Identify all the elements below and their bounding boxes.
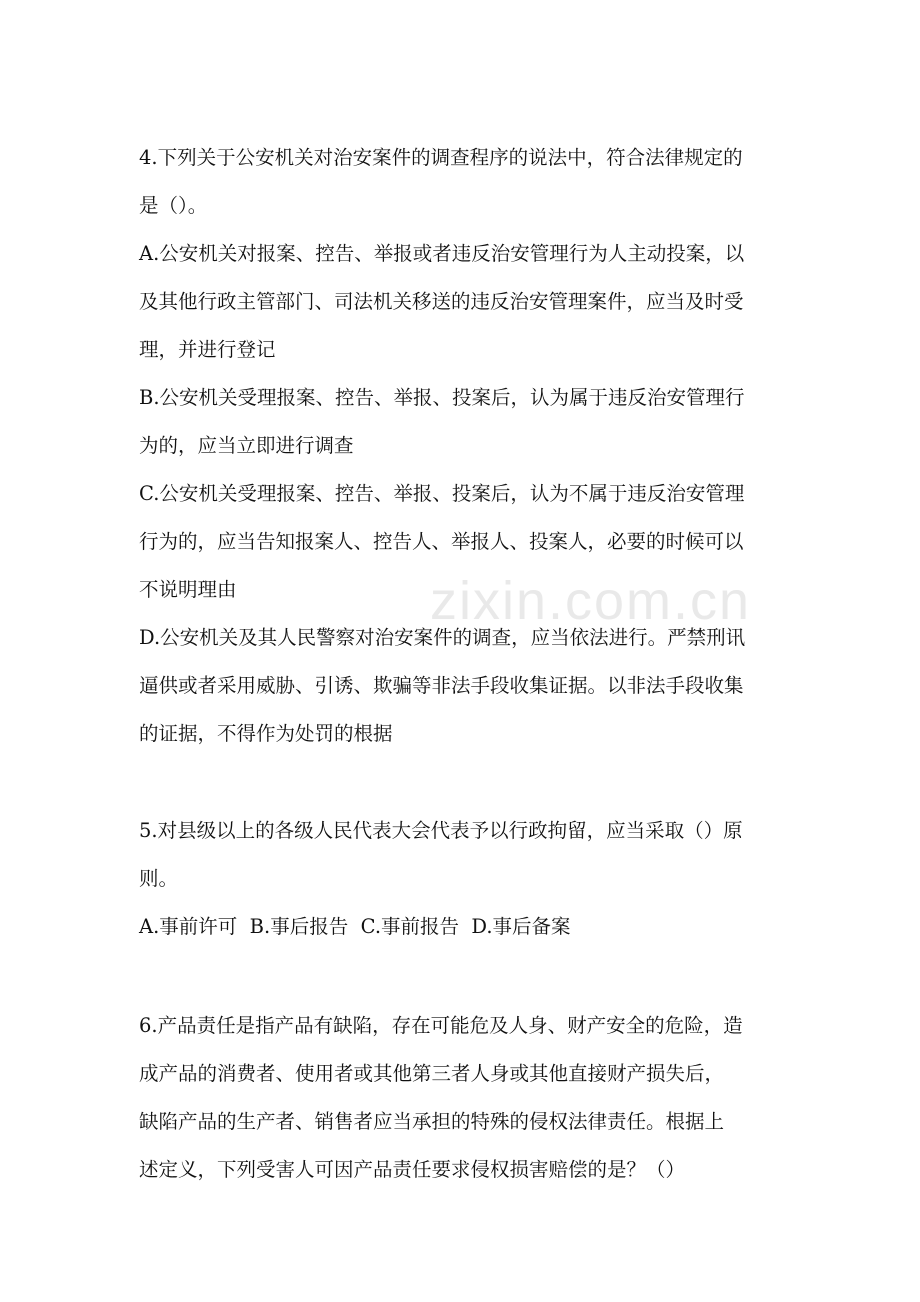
option-line: 不说明理由 — [139, 578, 237, 601]
option-line: 理，并进行登记 — [139, 338, 276, 361]
option-line: 逼供或者采用威胁、引诱、欺骗等非法手段收集证据。以非法手段收集 — [139, 674, 744, 697]
option-line: D.公安机关及其人民警察对治安案件的调查，应当依法进行。严禁刑讯 — [139, 626, 746, 649]
option-line: A.公安机关对报案、控告、举报或者违反治安管理行为人主动投案，以 — [139, 242, 745, 265]
option-line: 及其他行政主管部门、司法机关移送的违反治安管理案件，应当及时受 — [139, 290, 744, 313]
watermark: zixin.com.cn — [430, 571, 752, 631]
question-stem-line: 缺陷产品的生产者、销售者应当承担的特殊的侵权法律责任。根据上 — [139, 1110, 725, 1133]
question-stem-line: 4.下列关于公安机关对治安案件的调查程序的说法中，符合法律规定的 — [139, 146, 743, 169]
question-stem-line: 述定义，下列受害人可因产品责任要求侵权损害赔偿的是？（） — [139, 1158, 686, 1181]
option-line: A.事前许可 B.事后报告 C.事前报告 D.事后备案 — [139, 915, 571, 938]
question-stem-line: 5.对县级以上的各级人民代表大会代表予以行政拘留，应当采取（）原 — [139, 819, 743, 842]
question-stem-line: 是（）。 — [139, 194, 208, 217]
option-line: 的证据，不得作为处罚的根据 — [139, 722, 393, 745]
option-line: 行为的，应当告知报案人、控告人、举报人、投案人，必要的时候可以 — [139, 530, 744, 553]
option-line: 为的，应当立即进行调查 — [139, 434, 354, 457]
option-line: C.公安机关受理报案、控告、举报、投案后，认为不属于违反治安管理 — [139, 482, 745, 505]
option-line: B.公安机关受理报案、控告、举报、投案后，认为属于违反治安管理行 — [139, 386, 745, 409]
question-stem-line: 则。 — [139, 867, 179, 890]
question-stem-line: 成产品的消费者、使用者或其他第三者人身或其他直接财产损失后， — [139, 1062, 725, 1085]
question-stem-line: 6.产品责任是指产品有缺陷，存在可能危及人身、财产安全的危险，造 — [139, 1014, 743, 1037]
